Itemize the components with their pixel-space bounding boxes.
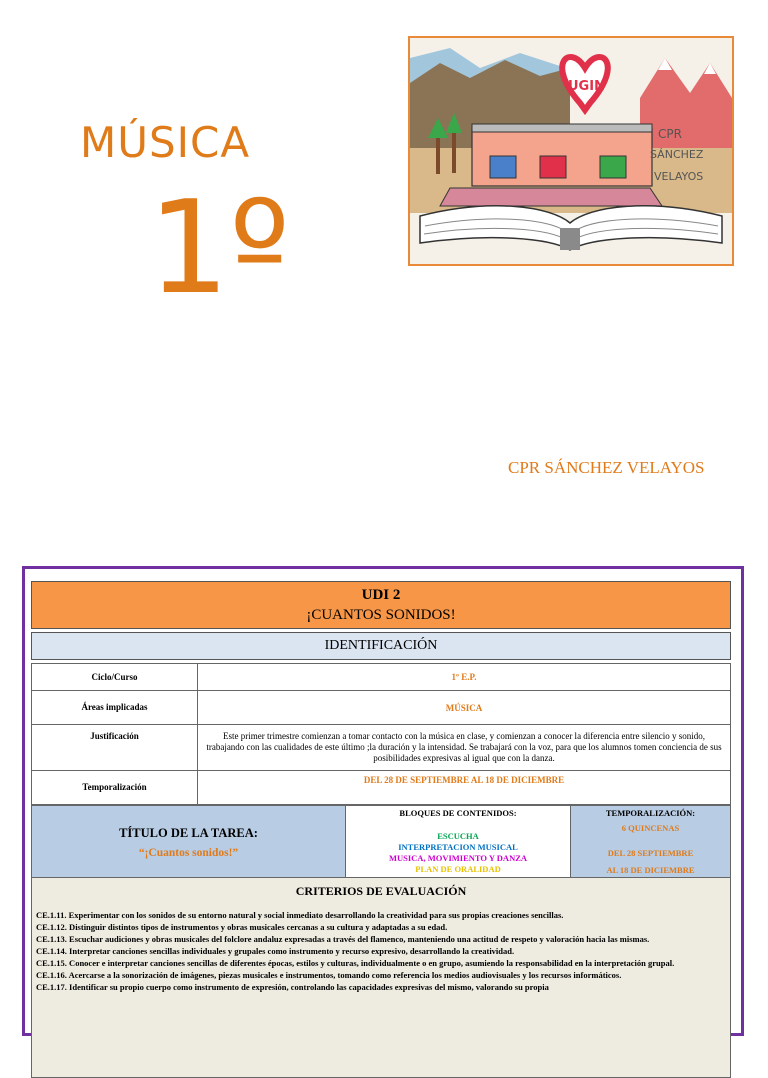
criterion-item: CE.1.14. Interpretar canciones sencillas individuales y grupales como instrumento y recurso expresivo, desarrollando la creatividad. [36, 946, 515, 956]
criteria-section [31, 878, 731, 1078]
criterion-item: CE.1.13. Escuchar audiciones y obras musicales del folclore andaluz expresadas a través del flamenco, manteniendo una actitud de respeto y valoración hacia las mismas. [36, 934, 650, 944]
timing-line: DEL 28 SEPTIEMBRE [607, 848, 694, 858]
block-item: PLAN DE ORALIDAD [415, 864, 501, 874]
sign-line-1: CPR [658, 127, 682, 141]
timing-line: 6 QUINCENAS [621, 823, 680, 833]
timing-label: TEMPORALIZACIÓN: [605, 808, 696, 818]
table-row [32, 664, 731, 691]
udi-card [22, 566, 744, 1036]
subject-title: MÚSICA [80, 118, 251, 167]
udi-code: UDI 2 [361, 587, 401, 603]
school-drawing [408, 36, 734, 266]
row-label: Justificación [32, 725, 198, 771]
content-blocks-cell [346, 806, 571, 878]
udi-title: ¡CUANTOS SONIDOS! [306, 607, 456, 623]
timing-cell [571, 806, 731, 878]
row-label: Áreas implicadas [32, 691, 198, 725]
row-label: Ciclo/Curso [32, 664, 198, 691]
block-item: MUSICA, MOVIMIENTO Y DANZA [388, 853, 528, 863]
criteria-header: CRITERIOS DE EVALUACIÓN [295, 884, 467, 898]
row-value: MÚSICA [198, 691, 731, 725]
task-title-label: TÍTULO DE LA TAREA: [119, 826, 258, 840]
criterion-item: CE.1.12. Distinguir distintos tipos de instrumentos y obras musicales cercanas a su cultura y adaptadas a su edad. [36, 922, 448, 932]
table-row [32, 725, 731, 771]
table-row [32, 771, 731, 805]
criterion-item: CE.1.11. Experimentar con los sonidos de su entorno natural y social inmediato desarrollando la creatividad para sus propias creaciones sencillas. [36, 910, 564, 920]
grade-number: 1º [148, 174, 290, 323]
table-row [32, 691, 731, 725]
row-value: DEL 28 DE SEPTIEMBRE AL 18 DE DICIEMBRE [198, 771, 731, 805]
row-value: 1º E.P. [198, 664, 731, 691]
school-drawing-svg [410, 38, 732, 264]
school-name: CPR SÁNCHEZ VELAYOS [508, 458, 705, 477]
criterion-item: CE.1.17. Identificar su propio cuerpo como instrumento de expresión, controlando las capacidades expresivas del mismo, valorando su propia [36, 982, 549, 992]
row-label: Temporalización [32, 771, 198, 805]
identification-header: IDENTIFICACIÓN [31, 632, 731, 660]
block-item: ESCUCHA [437, 831, 479, 841]
blocks-label: BLOQUES DE CONTENIDOS: [399, 808, 517, 818]
udi-header [31, 581, 731, 629]
task-table [31, 805, 731, 878]
task-title-value: “¡Cuantos sonidos!” [138, 847, 239, 859]
criterion-item: CE.1.16. Acercarse a la sonorización de imágenes, piezas musicales e instrumentos, tomando como referencia los medios audiovisuales y los recursos informáticos. [36, 970, 622, 980]
table-row [32, 806, 731, 878]
timing-line: AL 18 DE DICIEMBRE [606, 865, 695, 875]
identification-table [31, 663, 731, 805]
row-value: Este primer trimestre comienzan a tomar contacto con la música en clase, y comienzan a conocer la diferencia entre silencio y sonido, trabajando con las cualidades de este último ;la duración y la intensidad. Se trabajará con la voz, para que los alumnos tomen conciencia de sus posibilidades expresivas al igual que con la danza. [198, 725, 731, 771]
block-item: INTERPRETACION MUSICAL [398, 842, 518, 852]
sign-line-2: SÁNCHEZ [650, 148, 704, 161]
task-title-cell [32, 806, 346, 878]
heart-text: UGIN [568, 79, 605, 94]
sign-line-3: VELAYOS [654, 170, 704, 183]
criterion-item: CE.1.15. Conocer e interpretar canciones sencillas de diferentes épocas, estilos y culturas, individualmente o en grupo, asumiendo la responsabilidad en la interpretación grupal. [36, 958, 675, 968]
